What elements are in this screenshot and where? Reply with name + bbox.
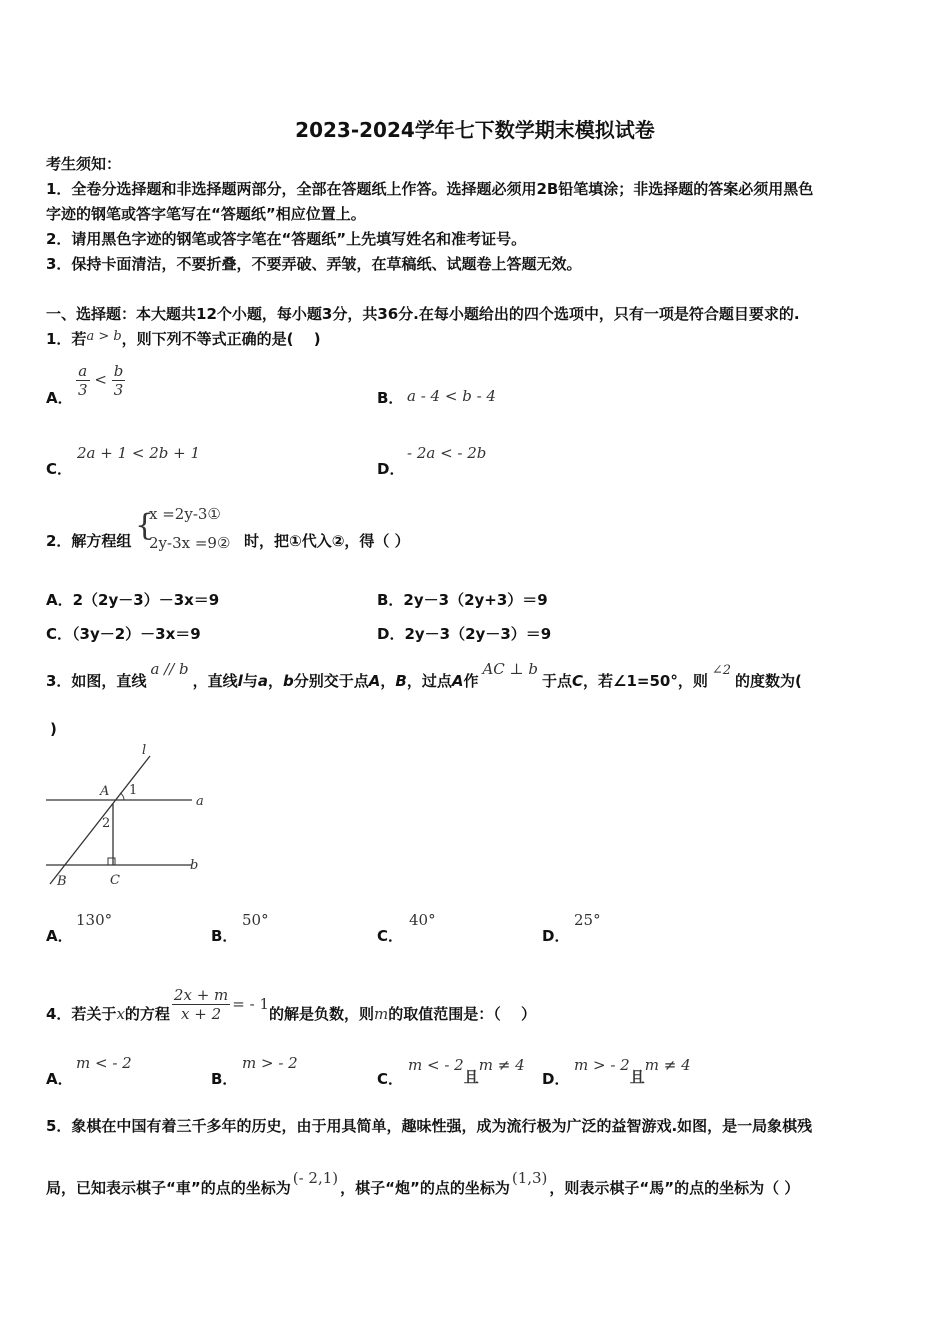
q4-fraction: $\frac{2x + m}{x + 2}$ — [173, 986, 229, 1023]
q4-option-c-label: C． — [377, 1070, 404, 1088]
q4-option-b-label: B． — [211, 1070, 238, 1088]
q1-suffix: ，则下列不等式正确的是( ) — [121, 330, 321, 348]
q4-stem: 4．若关于x的方程 $\frac{2x + m}{x + 2}$ = - 1的解是负数，则m的取值范围是：（ ） — [46, 986, 536, 1023]
fig-label-l: l — [142, 743, 147, 758]
q4-option-c: m < - 2且m ≠ 4 — [408, 1056, 525, 1086]
q5-coord-pao: (1,3) — [511, 1169, 548, 1187]
fig-label-A: A — [100, 784, 110, 799]
q3-option-b-label: B． — [211, 927, 238, 945]
fig-label-b: b — [190, 858, 199, 873]
fig-label-2: 2 — [102, 816, 111, 831]
fig-label-1: 1 — [129, 783, 138, 798]
q1-a-fraction-2: $\frac{b}{3}$ — [113, 362, 124, 399]
q2-prefix: 2．解方程组 — [46, 532, 132, 550]
q3-figure — [40, 742, 220, 892]
q2-equation-1: x =2y-3① — [149, 505, 221, 523]
q1-option-d: - 2a < - 2b — [407, 444, 487, 462]
q1-condition: a > b — [86, 329, 122, 344]
q3-option-a: 130° — [76, 911, 113, 929]
q1-a-fraction-1: $\frac{a}{3}$ — [78, 362, 88, 399]
q1-option-b-label: B． — [377, 389, 404, 407]
q3-close-paren: ) — [50, 720, 57, 738]
fig-label-B: B — [57, 874, 67, 889]
q1-option-d-label: D． — [377, 460, 405, 478]
q1-prefix: 1．若 — [46, 330, 87, 348]
q1-option-a: $\frac{a}{3}$ < $\frac{b}{3}$ — [78, 362, 124, 399]
notice-heading: 考生须知： — [46, 155, 122, 173]
q3-option-b: 50° — [242, 911, 269, 929]
q3-option-d: 25° — [574, 911, 601, 929]
q1-option-a-label: A． — [46, 389, 73, 407]
q1-stem — [46, 328, 321, 349]
q3-option-a-label: A． — [46, 927, 73, 945]
q5-line-1: 5．象棋在中国有着三千多年的历史，由于用具简单，趣味性强，成为流行极为广泛的益智游戏.如图，是一局象棋残 — [46, 1117, 813, 1135]
q1-option-c: 2a + 1 < 2b + 1 — [77, 444, 201, 462]
q1-option-b: a - 4 < b - 4 — [407, 387, 496, 405]
q3-option-c-label: C． — [377, 927, 404, 945]
notice-line-1b: 字迹的钢笔或答字笔写在“答题纸”相应位置上。 — [46, 205, 366, 223]
q4-option-a-label: A． — [46, 1070, 73, 1088]
q3-perpendicular: AC ⊥ b — [482, 660, 539, 678]
q3-option-c: 40° — [409, 911, 436, 929]
notice-line-1: 1．全卷分选择题和非选择题两部分，全部在答题纸上作答。选择题必须用2B铅笔填涂；非选择题的答案必须用黑色 — [46, 180, 814, 198]
q4-option-d-label: D． — [542, 1070, 570, 1088]
notice-line-3: 3．保持卡面清洁，不要折叠，不要弄破、弄皱，在草稿纸、试题卷上答题无效。 — [46, 255, 582, 273]
q2-option-a: A．2（2y－3）－3x＝9 — [46, 591, 220, 609]
section-heading: 一、选择题：本大题共12个小题，每小题3分，共36分.在每小题给出的四个选项中，只有一项是符合题目要求的. — [46, 305, 800, 323]
q5-line-2: 局，已知表示棋子“車”的点的坐标为(- 2,1)，棋子“炮”的点的坐标为(1,3)，则表示棋子“馬”的点的坐标为（ ） — [46, 1169, 800, 1197]
fig-label-a: a — [196, 794, 204, 809]
q3-stem: 3．如图，直线a // b，直线l与a，b分别交于点A，B，过点A作AC ⊥ b于点C，若∠1=50°，则∠2的度数为( — [46, 660, 802, 690]
q4-option-d: m > - 2且m ≠ 4 — [574, 1056, 691, 1086]
notice-line-2: 2．请用黑色字迹的钢笔或答字笔在“答题纸”上先填写姓名和准考证号。 — [46, 230, 527, 248]
q2-equation-2: 2y-3x =9② — [149, 534, 231, 552]
q2-option-d: D．2y－3（2y－3）＝9 — [377, 625, 552, 643]
q4-option-b: m > - 2 — [242, 1054, 298, 1072]
q1-option-c-label: C． — [46, 460, 73, 478]
page-title: 2023-2024学年七下数学期末模拟试卷 — [295, 118, 655, 142]
q3-angle2: ∠2 — [711, 663, 732, 678]
q2-option-c: C．（3y－2）－3x＝9 — [46, 625, 201, 643]
q5-coord-che: (- 2,1) — [292, 1169, 339, 1187]
fig-label-C: C — [110, 873, 120, 888]
q2-suffix: 时，把①代入②，得（ ） — [244, 532, 410, 550]
q3-parallel: a // b — [150, 660, 189, 678]
right-angle-mark — [108, 858, 115, 865]
q2-option-b: B．2y－3（2y+3）＝9 — [377, 591, 548, 609]
q2-brace: { — [135, 508, 155, 543]
q4-option-a: m < - 2 — [76, 1054, 132, 1072]
q4-rhs: = - 1 — [232, 995, 269, 1013]
q3-option-d-label: D． — [542, 927, 570, 945]
